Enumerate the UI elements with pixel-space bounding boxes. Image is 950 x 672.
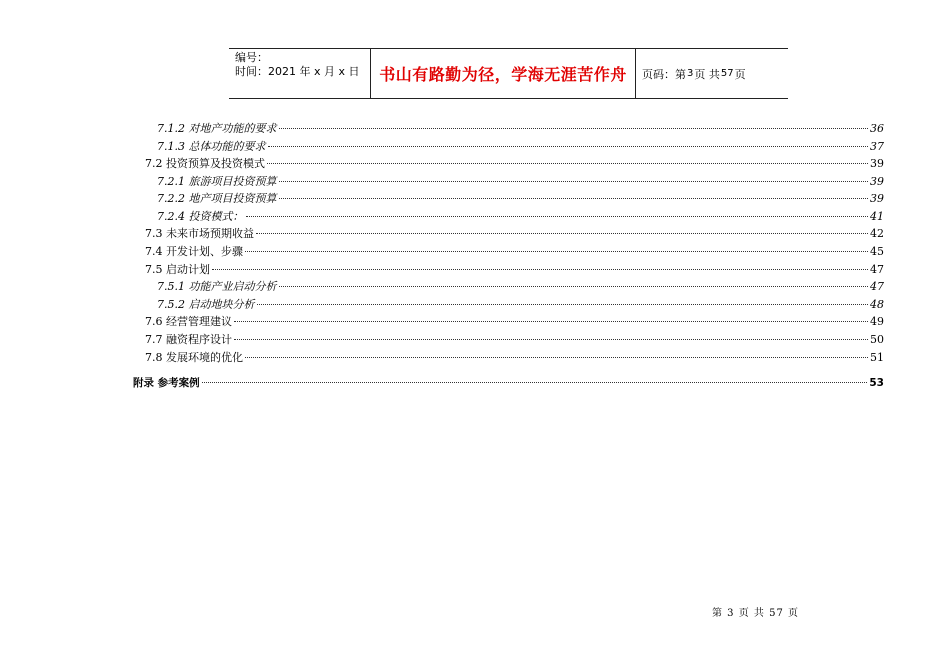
toc-leader-dots	[279, 198, 869, 199]
toc-entry[interactable]	[157, 192, 884, 206]
toc-leader-dots	[267, 163, 868, 164]
toc-entry-page: 39	[870, 157, 884, 170]
toc-entry-title: 7.2 投资预算及投资模式	[145, 157, 265, 170]
toc-leader-dots	[256, 233, 868, 234]
document-number-label: 编号：	[235, 51, 268, 64]
toc-entry-page: 53	[869, 377, 884, 389]
toc-entry[interactable]	[157, 298, 884, 312]
header-motto: 书山有路勤为径，学海无涯苦作舟	[371, 49, 636, 98]
toc-entry-title: 7.5.1 功能产业启动分析	[157, 280, 277, 293]
toc-entry[interactable]	[145, 227, 884, 241]
toc-entry-page: 42	[870, 227, 884, 240]
toc-entry-page: 45	[870, 245, 884, 258]
toc-entry-title: 7.2.4 投资模式：	[157, 210, 244, 223]
toc-entry-title: 7.2.2 地产项目投资预算	[157, 192, 277, 205]
header-meta	[229, 49, 371, 98]
toc-entry[interactable]	[133, 376, 884, 390]
toc-entry-page: 36	[870, 122, 884, 135]
toc-entry-title: 7.3 未来市场预期收益	[145, 227, 254, 240]
toc-entry[interactable]	[157, 140, 884, 154]
toc-entry-page: 37	[870, 140, 884, 153]
toc-entry[interactable]	[145, 333, 884, 347]
page-total: 57	[720, 68, 734, 79]
toc-entry-title: 7.8 发展环境的优化	[145, 351, 243, 364]
toc-entry[interactable]	[157, 122, 884, 136]
page-suffix: 页	[734, 67, 746, 81]
toc-entry-page: 39	[870, 175, 884, 188]
toc-entry-title: 7.5 启动计划	[145, 263, 210, 276]
toc-entry-title: 7.7 融资程序设计	[145, 333, 232, 346]
toc-entry-page: 50	[870, 333, 884, 346]
toc-entry-page: 48	[870, 298, 884, 311]
toc-leader-dots	[234, 321, 868, 322]
toc-entry[interactable]	[145, 263, 884, 277]
toc-leader-dots	[268, 146, 869, 147]
toc-leader-dots	[279, 128, 869, 129]
page-footer: 第 3 页 共 57 页	[712, 608, 799, 619]
document-time: 时间：2021 年 x 月 x 日	[235, 65, 360, 78]
toc-entry[interactable]	[145, 315, 884, 329]
toc-entry[interactable]	[157, 280, 884, 294]
toc-entry-title: 7.5.2 启动地块分析	[157, 298, 255, 311]
toc-entry[interactable]	[157, 175, 884, 189]
toc-entry-title: 7.1.2 对地产功能的要求	[157, 122, 277, 135]
toc-entry-page: 41	[870, 210, 884, 223]
toc-entry[interactable]	[145, 157, 884, 171]
toc-leader-dots	[246, 216, 869, 217]
toc-leader-dots	[202, 382, 868, 383]
toc-entry-title: 附录 参考案例	[133, 377, 200, 389]
toc-entry-page: 49	[870, 315, 884, 328]
toc-entry-title: 7.2.1 旅游项目投资预算	[157, 175, 277, 188]
toc-entry[interactable]	[145, 245, 884, 259]
page-mid: 页 共	[694, 67, 720, 81]
toc-entry-page: 47	[870, 263, 884, 276]
toc-leader-dots	[245, 251, 868, 252]
toc-entry-page: 47	[870, 280, 884, 293]
toc-entry-page: 51	[870, 351, 884, 364]
toc-entry-title: 7.6 经营管理建议	[145, 315, 232, 328]
toc-leader-dots	[212, 269, 868, 270]
toc-entry-page: 39	[870, 192, 884, 205]
toc-leader-dots	[245, 357, 868, 358]
toc-leader-dots	[279, 286, 869, 287]
toc-entry[interactable]	[145, 351, 884, 365]
toc-leader-dots	[257, 304, 869, 305]
toc-entry[interactable]	[157, 210, 884, 224]
toc-leader-dots	[234, 339, 868, 340]
toc-entry-title: 7.4 开发计划、步骤	[145, 245, 243, 258]
header-page-info	[636, 49, 788, 98]
toc-entry-title: 7.1.3 总体功能的要求	[157, 140, 266, 153]
toc-leader-dots	[279, 181, 869, 182]
page-current: 3	[687, 68, 694, 79]
page-header	[229, 48, 788, 99]
page-prefix: 页码：第	[642, 67, 686, 81]
